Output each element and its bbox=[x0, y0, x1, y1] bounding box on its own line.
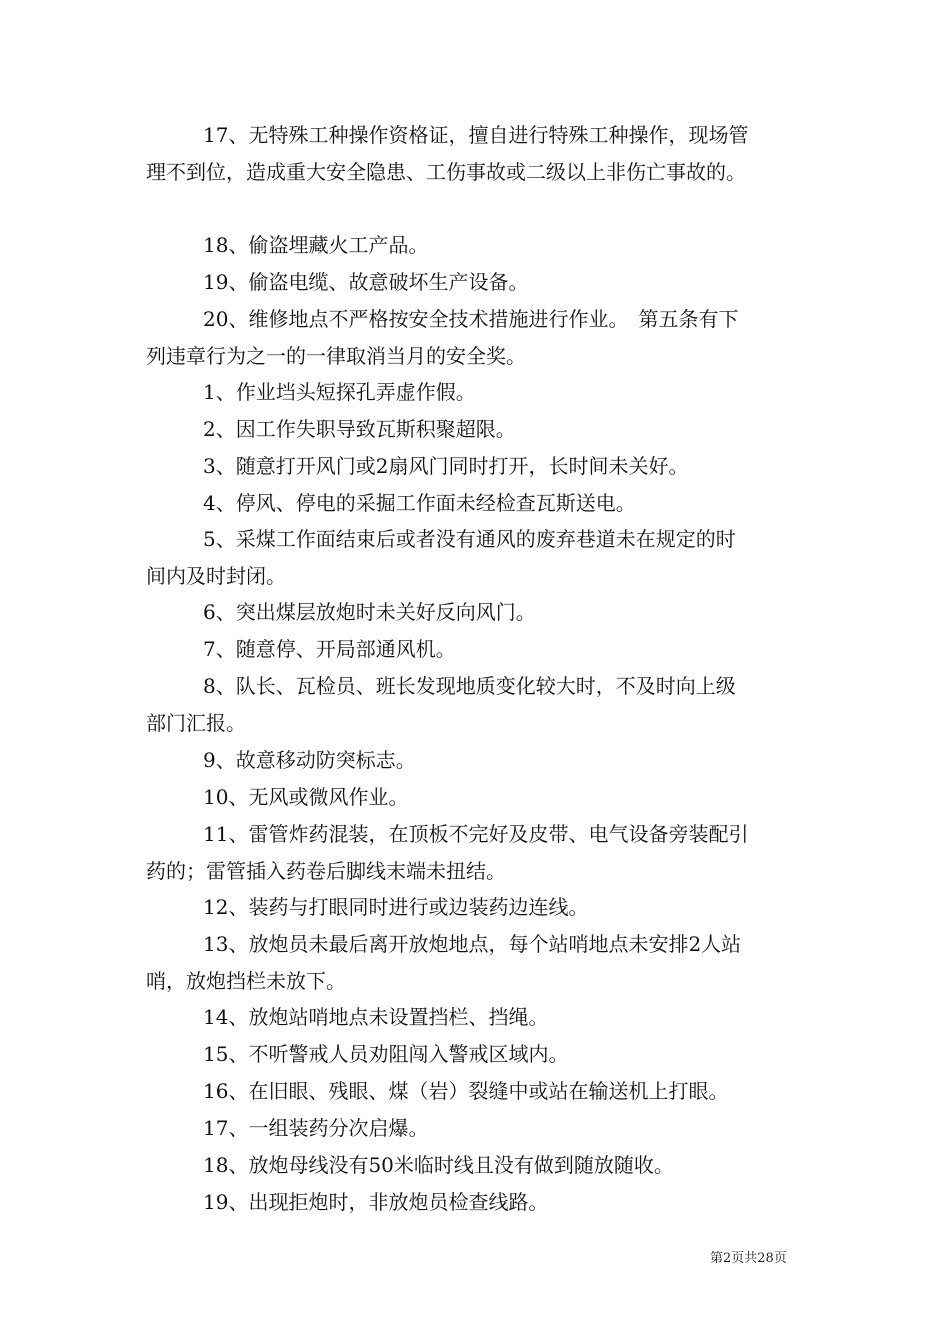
text-line: 4、停风、停电的采掘工作面未经检查瓦斯送电。 bbox=[203, 491, 636, 515]
text-line: 12、装药与打眼同时进行或边装药边连线。 bbox=[203, 895, 589, 919]
text-line: 19、偷盗电缆、故意破坏生产设备。 bbox=[203, 270, 529, 294]
text-line: 9、故意移动防突标志。 bbox=[203, 748, 416, 772]
text-line: 药的；雷管插入药卷后脚线末端未扭结。 bbox=[146, 859, 506, 883]
paragraph bbox=[146, 227, 812, 264]
text-line: 7、随意停、开局部通风机。 bbox=[203, 637, 456, 661]
paragraph bbox=[146, 926, 812, 1000]
text-line: 18、偷盗埋藏火工产品。 bbox=[203, 233, 429, 257]
paragraph bbox=[146, 117, 812, 191]
paragraph bbox=[146, 889, 812, 926]
text-line: 哨，放炮挡栏未放下。 bbox=[146, 969, 346, 993]
paragraph bbox=[146, 631, 812, 668]
text-line: 18、放炮母线没有50米临时线且没有做到随放随收。 bbox=[203, 1153, 674, 1177]
paragraph bbox=[146, 1147, 812, 1184]
paragraph bbox=[146, 301, 812, 375]
paragraph bbox=[146, 485, 812, 522]
text-line: 17、无特殊工种操作资格证，擅自进行特殊工种操作，现场管 bbox=[203, 123, 749, 147]
text-line: 5、采煤工作面结束后或者没有通风的废弃巷道未在规定的时 bbox=[203, 527, 736, 551]
text-line: 2、因工作失职导致瓦斯积聚超限。 bbox=[203, 417, 516, 441]
paragraph bbox=[146, 374, 812, 411]
text-line: 间内及时封闭。 bbox=[146, 564, 286, 588]
paragraph bbox=[146, 448, 812, 485]
paragraph bbox=[146, 668, 812, 742]
text-line: 列违章行为之一的一律取消当月的安全奖。 bbox=[146, 344, 526, 368]
text-line: 17、一组装药分次启爆。 bbox=[203, 1116, 429, 1140]
paragraph bbox=[146, 1184, 812, 1221]
paragraph bbox=[146, 1110, 812, 1147]
page-footer: 第2页共28页 bbox=[710, 1251, 787, 1266]
paragraph bbox=[146, 521, 812, 595]
text-line: 11、雷管炸药混装，在顶板不完好及皮带、电气设备旁装配引 bbox=[203, 822, 749, 846]
text-line: 10、无风或微风作业。 bbox=[203, 785, 409, 809]
text-line: 6、突出煤层放炮时未关好反向风门。 bbox=[203, 600, 536, 624]
text-line: 14、放炮站哨地点未设置挡栏、挡绳。 bbox=[203, 1005, 549, 1029]
text-line: 1、作业垱头短探孔弄虚作假。 bbox=[203, 380, 476, 404]
text-line: 3、随意打开风门或2扇风门同时打开，长时间未关好。 bbox=[203, 454, 689, 478]
text-line: 部门汇报。 bbox=[146, 711, 246, 735]
text-line: 13、放炮员未最后离开放炮地点，每个站哨地点未安排2人站 bbox=[203, 932, 742, 956]
text-line: 理不到位，造成重大安全隐患、工伤事故或二级以上非伤亡事故的。 bbox=[146, 160, 746, 184]
paragraph bbox=[146, 264, 812, 301]
paragraph bbox=[146, 742, 812, 779]
paragraph bbox=[146, 411, 812, 448]
paragraph bbox=[146, 816, 812, 890]
text-line: 20、维修地点不严格按安全技术措施进行作业。 第五条有下 bbox=[203, 307, 739, 331]
text-line: 19、出现拒炮时，非放炮员检查线路。 bbox=[203, 1190, 549, 1214]
paragraph bbox=[146, 999, 812, 1036]
text-line: 15、不听警戒人员劝阻闯入警戒区域内。 bbox=[203, 1042, 569, 1066]
paragraph bbox=[146, 779, 812, 816]
paragraph bbox=[146, 1073, 812, 1110]
text-line: 8、队长、瓦检员、班长发现地质变化较大时，不及时向上级 bbox=[203, 674, 736, 698]
paragraph bbox=[146, 594, 812, 631]
paragraph bbox=[146, 1036, 812, 1073]
text-line: 16、在旧眼、残眼、煤（岩）裂缝中或站在输送机上打眼。 bbox=[203, 1079, 729, 1103]
